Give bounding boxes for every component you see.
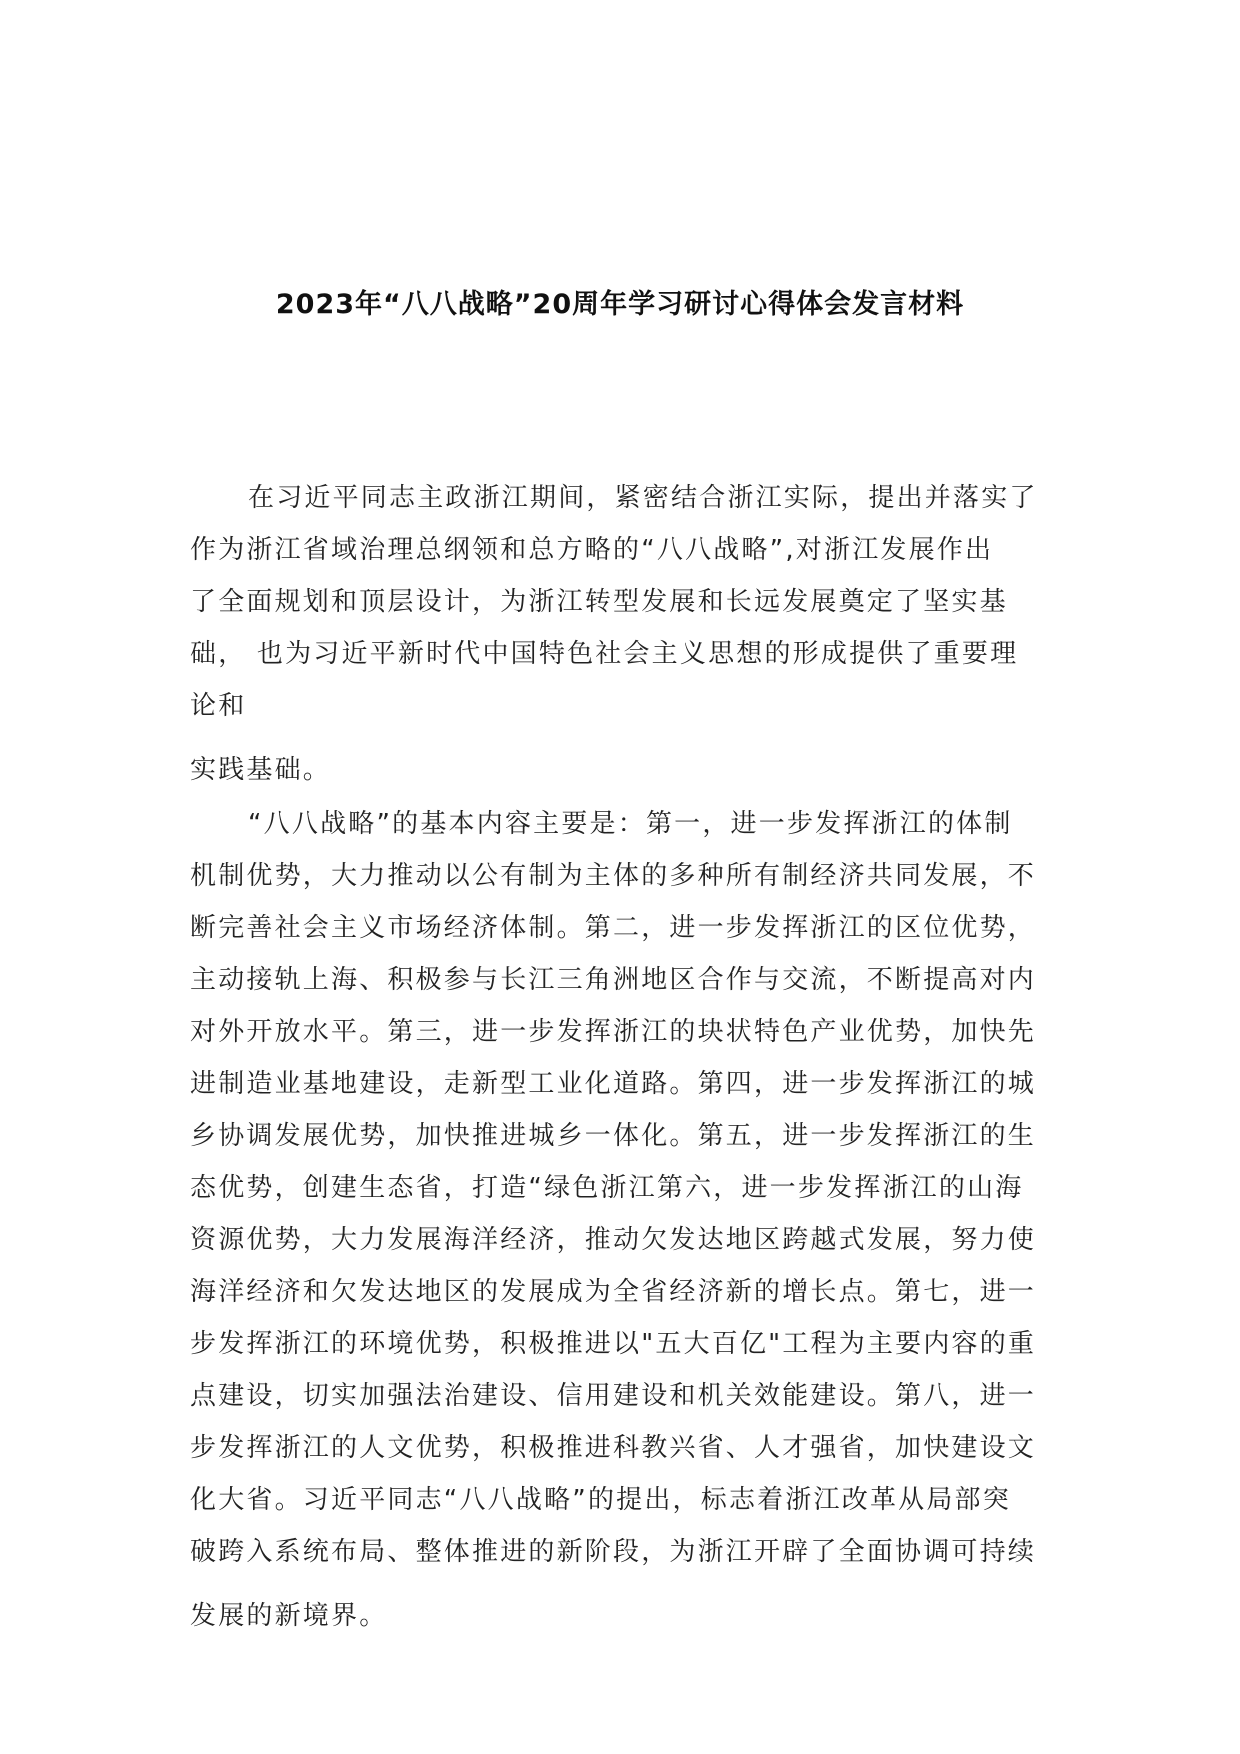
paragraph-2-line: 进制造业基地建设，走新型工业化道路。第四，进一步发挥浙江的城 bbox=[190, 1069, 1037, 1099]
paragraph-1-tail: 实践基础。 bbox=[190, 755, 332, 785]
paragraph-2-line: 点建设，切实加强法治建设、信用建设和机关效能建设。第八，进一 bbox=[190, 1381, 1037, 1411]
paragraph-1-line: 作为浙江省域治理总纲领和总方略的“八八战略”,对浙江发展作出 bbox=[190, 535, 994, 565]
document-title: 2023年“八八战略”20周年学习研讨心得体会发言材料 bbox=[275, 289, 965, 320]
paragraph-2-line: 态优势，创建生态省，打造“绿色浙江第六，进一步发挥浙江的山海 bbox=[190, 1173, 1024, 1203]
paragraph-1-line: 了全面规划和顶层设计，为浙江转型发展和长远发展奠定了坚实基 bbox=[190, 587, 1008, 617]
paragraph-2-line: 乡协调发展优势，加快推进城乡一体化。第五，进一步发挥浙江的生 bbox=[190, 1121, 1037, 1151]
paragraph-2-line: 步发挥浙江的人文优势，积极推进科教兴省、人才强省，加快建设文 bbox=[190, 1433, 1037, 1463]
paragraph-1-line: 论和 bbox=[190, 691, 247, 721]
paragraph-2-tail: 发展的新境界。 bbox=[190, 1601, 388, 1631]
paragraph-2-line: 化大省。习近平同志“八八战略”的提出，标志着浙江改革从局部突 bbox=[190, 1485, 1011, 1515]
paragraph-2-line: 海洋经济和欠发达地区的发展成为全省经济新的增长点。第七，进一 bbox=[190, 1277, 1037, 1307]
paragraph-2-line: 机制优势，大力推动以公有制为主体的多种所有制经济共同发展，不 bbox=[190, 861, 1037, 891]
paragraph-2-line: 步发挥浙江的环境优势，积极推进以"五大百亿"工程为主要内容的重 bbox=[190, 1329, 1037, 1359]
paragraph-2-line: 资源优势，大力发展海洋经济，推动欠发达地区跨越式发展，努力使 bbox=[190, 1225, 1037, 1255]
paragraph-2-line: 破跨入系统布局、整体推进的新阶段，为浙江开辟了全面协调可持续 bbox=[190, 1537, 1037, 1567]
paragraph-2-line: 对外开放水平。第三，进一步发挥浙江的块状特色产业优势，加快先 bbox=[190, 1017, 1037, 1047]
paragraph-2-line: 断完善社会主义市场经济体制。第二，进一步发挥浙江的区位优势， bbox=[190, 913, 1037, 943]
paragraph-2-line: “八八战略”的基本内容主要是：第一，进一步发挥浙江的体制 bbox=[248, 809, 1013, 839]
paragraph-1-line: 在习近平同志主政浙江期间，紧密结合浙江实际，提出并落实了 bbox=[248, 483, 1038, 513]
paragraph-1-line: 础， 也为习近平新时代中国特色社会主义思想的形成提供了重要理 bbox=[190, 639, 1019, 669]
paragraph-2-line: 主动接轨上海、积极参与长江三角洲地区合作与交流，不断提高对内 bbox=[190, 965, 1037, 995]
